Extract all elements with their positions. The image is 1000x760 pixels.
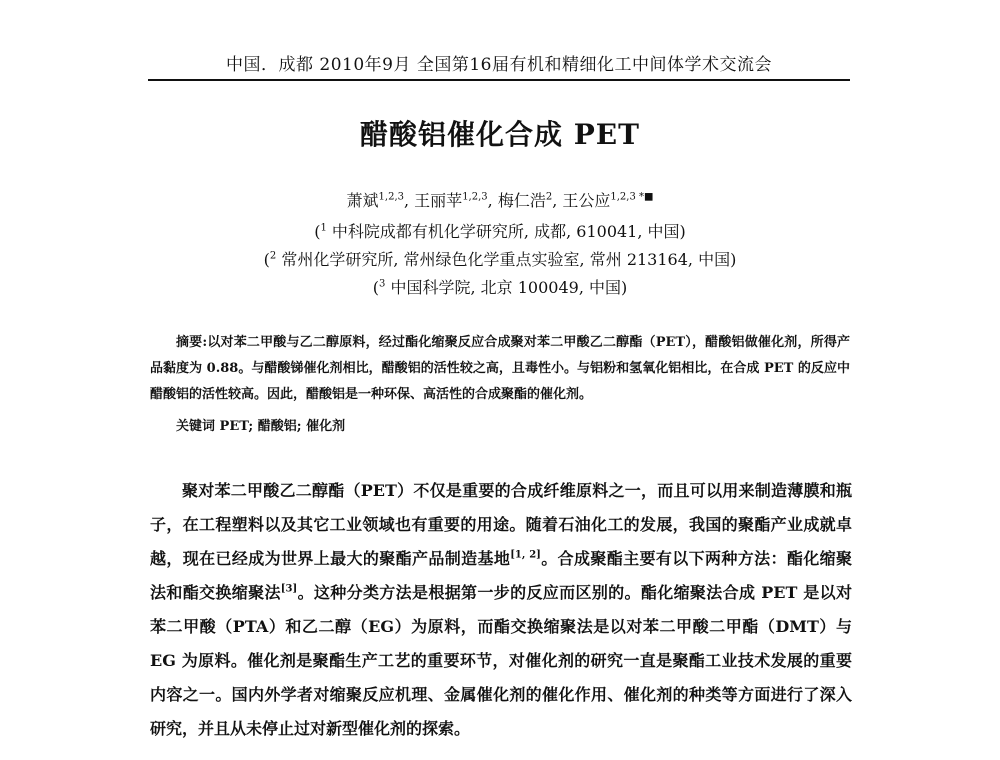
keywords	[150, 414, 850, 440]
header-rule	[148, 79, 850, 81]
abstract	[150, 330, 850, 408]
citation-ref: [1, 2]	[510, 549, 541, 561]
author-affil-mark: 1,2,3	[462, 191, 488, 203]
author-affil-mark: 2	[545, 191, 553, 203]
body-text-part: 。合成聚酯主要有以下两种方法：酯化缩聚法和酯交换缩聚法	[150, 549, 852, 602]
affiliation-1: ($^1$ 中科院成都有机化学研究所, 成都, 610041, 中国)	[314, 222, 686, 241]
affiliation-text: 中国科学院, 北京 100049, 中国)	[385, 278, 628, 297]
affiliation-number: 2	[269, 250, 277, 262]
author-name: 梅仁浩	[497, 191, 546, 210]
affiliation-text: 常州化学研究所, 常州绿色化学重点实验室, 常州 213164, 中国)	[276, 250, 737, 269]
abstract-text: 以对苯二甲酸与乙二醇原料，经过酯化缩聚反应合成聚对苯二甲酸乙二醇酯（PET），醋酸铝做催化剂，所得产品黏度为 0.88。与醋酸锑催化剂相比，醋酸铝的活性较之高，且毒性小。与铝粉和氢氧化铝相比，在合成 PET 的反应中醋酸铝的活性较高。因此，醋酸铝是一种环保、高活性的合成聚酯的催化剂。	[150, 335, 851, 402]
citation-ref: [3]	[280, 583, 298, 595]
affiliation-number: 3	[379, 278, 386, 290]
author-name: 王丽苹	[414, 191, 463, 210]
running-header: 中国．成都 2010年9月 全国第16届有机和精细化工中间体学术交流会	[225, 55, 773, 75]
keywords-text: PET; 醋酸铝; 催化剂	[215, 419, 346, 434]
paper-title: 醋酸铝催化合成 PET	[360, 118, 640, 151]
body-text-part: 聚对苯二甲酸乙二醇酯（PET）不仅是重要的合成纤维原料之一，而且可以用来制造薄膜和瓶子，在工程塑料以及其它工业领域也有重要的用途。随着石油化工的发展，我国的聚酯产业成就卓越，现在已经成为世界上最大的聚酯产品制造基地	[150, 481, 852, 568]
body-text-part: 。这种分类方法是根据第一步的反应而区别的。酯化缩聚法合成 PET 是以对苯二甲酸（PTA）和乙二醇（EG）为原料，而酯交换缩聚法是以对苯二甲酸二甲酯（DMT）与 EG 为原料。催化剂是聚酯生产工艺的重要环节，对催化剂的研究一直是聚酯工业技术发展的重要内容之一。国内外学者对缩聚反应机理、金属催化剂的催化作用、催化剂的种类等方面进行了深入研究，并且从未停止过对新型催化剂的探索。	[150, 583, 852, 738]
keywords-label: 关键词	[176, 419, 216, 434]
affiliation-2: ($^2$ 常州化学研究所, 常州绿色化学重点实验室, 常州 213164, 中国)	[263, 250, 737, 269]
affiliation-number: 1	[320, 222, 327, 234]
author-affil-mark: 1,2,3 *■	[610, 191, 654, 203]
affiliation-3: ($^3$ 中国科学院, 北京 100049, 中国)	[372, 278, 628, 297]
body-paragraph	[150, 474, 852, 746]
author-name: 萧斌	[346, 191, 379, 210]
author-name: 王公应	[562, 191, 611, 210]
affiliation-text: 中科院成都有机化学研究所, 成都, 610041, 中国)	[326, 222, 686, 241]
abstract-label: 摘要:	[176, 335, 208, 350]
author-list: 萧斌$^{1,2,3}$, 王丽苹$^{1,2,3}$, 梅仁浩$^2$, 王公应$^{1,2,3 *■}$	[346, 191, 654, 210]
author-affil-mark: 1,2,3	[378, 191, 404, 203]
